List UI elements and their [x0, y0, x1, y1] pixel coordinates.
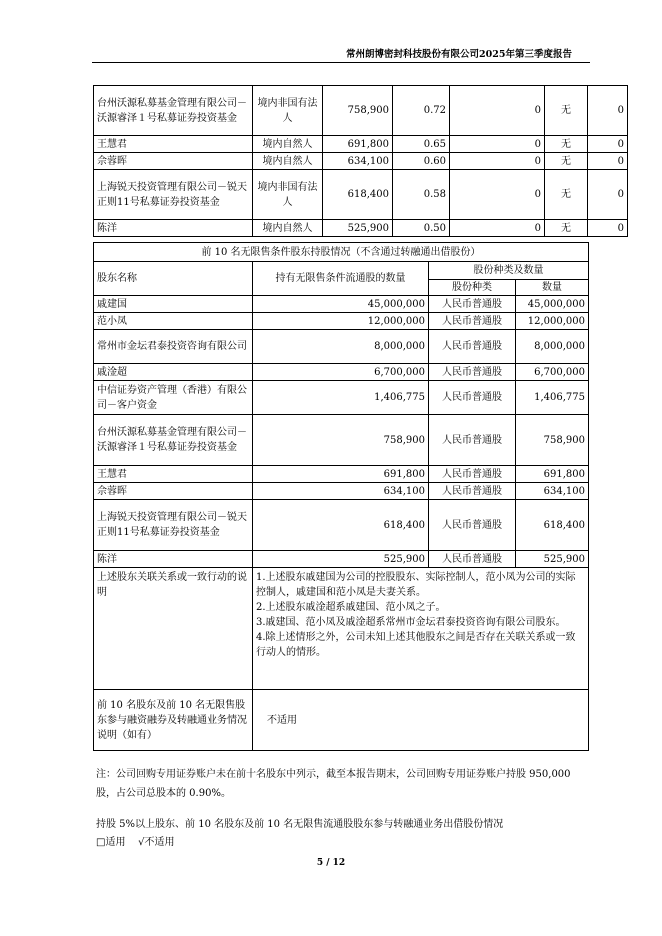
row-qty: 618,400 — [253, 500, 429, 551]
row-name: 上海锐天投资管理有限公司－锐天正则11号私募证券投资基金 — [94, 500, 253, 551]
top-holder-row — [94, 220, 628, 237]
relation-description — [253, 568, 589, 690]
row-name: 范小凤 — [94, 313, 253, 330]
row-name: 戚建国 — [94, 296, 253, 313]
unrestricted-holders-table — [93, 242, 589, 751]
row-amount: 6,700,000 — [516, 364, 589, 381]
unrestricted-row — [94, 313, 589, 330]
row-name: 王慧君 — [94, 466, 253, 483]
holder-nature: 境内非国有法人 — [253, 86, 323, 136]
option-not-applicable: √不适用 — [138, 837, 175, 848]
holder-shares: 634,100 — [323, 153, 393, 170]
row-type: 人民币普通股 — [429, 415, 516, 466]
holder-shares: 691,800 — [323, 136, 393, 153]
holder-pct: 0.65 — [393, 136, 450, 153]
row-qty: 1,406,775 — [253, 381, 429, 415]
relation-item-1: 1.上述股东戚建国为公司的控股股东、实际控制人，范小凤为公司的实际控制人，戚建国和范小凤是夫妻关系。 — [256, 572, 576, 598]
col-header-name: 股东名称 — [94, 262, 253, 296]
row-type: 人民币普通股 — [429, 313, 516, 330]
row-type: 人民币普通股 — [429, 296, 516, 313]
relation-label: 上述股东关联关系或一致行动的说明 — [94, 568, 253, 690]
row-amount: 758,900 — [516, 415, 589, 466]
unrestricted-row — [94, 500, 589, 551]
row-name: 戚淦超 — [94, 364, 253, 381]
holder-shares: 525,900 — [323, 220, 393, 237]
row-amount: 691,800 — [516, 466, 589, 483]
col-header-qty: 持有无限售条件流通股的数量 — [253, 262, 429, 296]
holder-name: 台州沃源私募基金管理有限公司－沃源睿泽１号私募证券投资基金 — [94, 86, 253, 136]
unrestricted-row — [94, 381, 589, 415]
holder-pct: 0.60 — [393, 153, 450, 170]
unrestricted-row — [94, 466, 589, 483]
unrestricted-row — [94, 415, 589, 466]
margin-value: 不适用 — [253, 690, 589, 751]
relation-item-4: 4.除上述情形之外，公司未知上述其他股东之间是否存在关联关系或一致行动人的情形。 — [256, 632, 576, 658]
margin-label: 前 10 名股东及前 10 名无限售股东参与融资融券及转融通业务情况说明（如有） — [94, 690, 253, 751]
holder-name: 陈洋 — [94, 220, 253, 237]
row-name: 佘蓉晖 — [94, 483, 253, 500]
repurchase-note: 注：公司回购专用证券账户未在前十名股东中列示，截至本报告期末，公司回购专用证券账户持股 950,000 股，占公司总股本的 0.90%。 — [96, 769, 571, 799]
holder-pledge-qty: 0 — [588, 136, 628, 153]
page-header: 常州朗博密封科技股份有限公司2025年第三季度报告 — [346, 49, 572, 60]
holder-nature: 境内自然人 — [253, 220, 323, 237]
unrestricted-row — [94, 330, 589, 364]
holder-nature: 境内自然人 — [253, 153, 323, 170]
row-type: 人民币普通股 — [429, 500, 516, 551]
top-holder-row — [94, 153, 628, 170]
row-type: 人民币普通股 — [429, 551, 516, 568]
row-qty: 691,800 — [253, 466, 429, 483]
row-qty: 525,900 — [253, 551, 429, 568]
col-header-amount: 数量 — [516, 280, 589, 296]
row-amount: 45,000,000 — [516, 296, 589, 313]
top-holder-row — [94, 136, 628, 153]
row-type: 人民币普通股 — [429, 364, 516, 381]
holder-shares: 758,900 — [323, 86, 393, 136]
row-type: 人民币普通股 — [429, 483, 516, 500]
row-amount: 618,400 — [516, 500, 589, 551]
holder-pledge-qty: 0 — [588, 86, 628, 136]
row-qty: 6,700,000 — [253, 364, 429, 381]
holder-shares: 618,400 — [323, 170, 393, 220]
holder-nature: 境内自然人 — [253, 136, 323, 153]
unrestricted-row — [94, 364, 589, 381]
row-type: 人民币普通股 — [429, 381, 516, 415]
holder-pct: 0.58 — [393, 170, 450, 220]
holder-pledge-status: 无 — [545, 220, 588, 237]
col-header-type-group: 股份种类及数量 — [429, 262, 589, 280]
holder-restricted: 0 — [450, 170, 545, 220]
unrestricted-row — [94, 483, 589, 500]
top-holder-row — [94, 86, 628, 136]
row-amount: 1,406,775 — [516, 381, 589, 415]
row-qty: 758,900 — [253, 415, 429, 466]
holder-pledge-qty: 0 — [588, 153, 628, 170]
page-number: 5 / 12 — [316, 858, 346, 868]
row-qty: 8,000,000 — [253, 330, 429, 364]
holder-pct: 0.50 — [393, 220, 450, 237]
holder-pledge-status: 无 — [545, 153, 588, 170]
holder-name: 上海锐天投资管理有限公司－锐天正则11号私募证券投资基金 — [94, 170, 253, 220]
row-name: 常州市金坛君泰投资咨询有限公司 — [94, 330, 253, 364]
holder-pledge-status: 无 — [545, 170, 588, 220]
holder-pledge-status: 无 — [545, 136, 588, 153]
row-qty: 45,000,000 — [253, 296, 429, 313]
row-type: 人民币普通股 — [429, 330, 516, 364]
holder-pledge-qty: 0 — [588, 170, 628, 220]
holder-restricted: 0 — [450, 153, 545, 170]
top-holders-table-continued — [93, 85, 628, 237]
holder-name: 佘蓉晖 — [94, 153, 253, 170]
holder-restricted: 0 — [450, 86, 545, 136]
unrestricted-row — [94, 551, 589, 568]
holder-pledge-status: 无 — [545, 86, 588, 136]
row-amount: 525,900 — [516, 551, 589, 568]
unrestricted-row — [94, 296, 589, 313]
row-name: 台州沃源私募基金管理有限公司－沃源睿泽１号私募证券投资基金 — [94, 415, 253, 466]
header-rule — [92, 62, 590, 63]
lending-options — [96, 833, 592, 852]
option-applicable: □适用 — [96, 837, 126, 848]
row-qty: 634,100 — [253, 483, 429, 500]
top-holder-row — [94, 170, 628, 220]
row-type: 人民币普通股 — [429, 466, 516, 483]
unrestricted-section-title: 前 10 名无限售条件股东持股情况（不含通过转融通出借股份） — [94, 243, 589, 262]
holder-name: 王慧君 — [94, 136, 253, 153]
holder-restricted: 0 — [450, 136, 545, 153]
row-amount: 634,100 — [516, 483, 589, 500]
row-qty: 12,000,000 — [253, 313, 429, 330]
row-name: 陈洋 — [94, 551, 253, 568]
relation-item-2: 2.上述股东戚淦超系戚建国、范小凤之子。 — [256, 602, 446, 613]
holder-pct: 0.72 — [393, 86, 450, 136]
row-amount: 12,000,000 — [516, 313, 589, 330]
holder-pledge-qty: 0 — [588, 220, 628, 237]
col-header-type: 股份种类 — [429, 280, 516, 296]
holder-nature: 境内非国有法人 — [253, 170, 323, 220]
row-amount: 8,000,000 — [516, 330, 589, 364]
holder-restricted: 0 — [450, 220, 545, 237]
relation-item-3: 3.戚建国、范小凤及戚淦超系常州市金坛君泰投资咨询有限公司股东。 — [256, 617, 566, 628]
row-name: 中信证券资产管理（香港）有限公司－客户资金 — [94, 381, 253, 415]
lending-title: 持股 5%以上股东、前 10 名股东及前 10 名无限售流通股股东参与转融通业务出借股份情况 — [96, 819, 504, 830]
